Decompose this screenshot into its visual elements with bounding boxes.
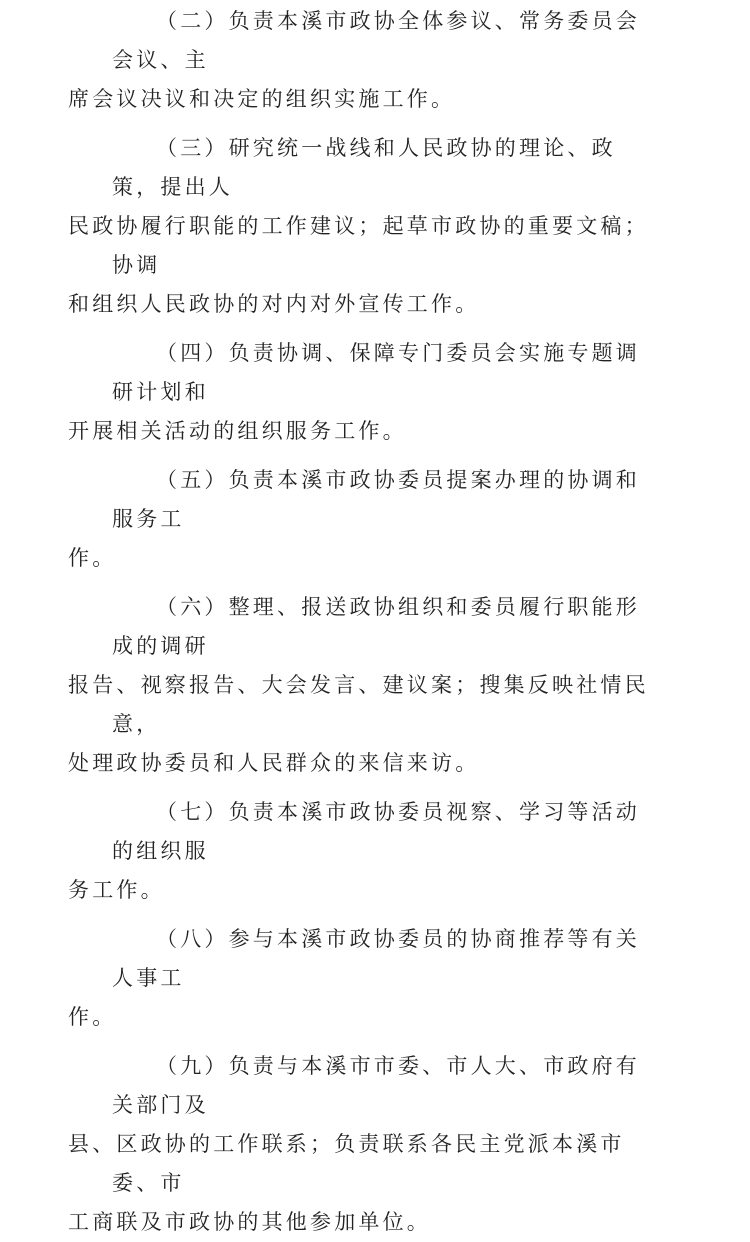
paragraph-3 [68,129,652,324]
text-line: （四）负责协调、保障专门委员会实施专题调研计划和 [112,341,640,404]
paragraph-9 [68,1047,652,1242]
text-line: 和组织人民政协的对内对外宣传工作。 [68,292,480,316]
paragraph-4 [68,334,652,451]
text-line: （五）负责本溪市政协委员提案办理的协调和服务工 [112,468,640,531]
text-line: 民政协履行职能的工作建议；起草市政协的重要文稿；协调 [68,214,649,277]
text-line: （八）参与本溪市政协委员的协商推荐等有关人事工 [112,927,640,990]
text-line: 报告、视察报告、大会发言、建议案；搜集反映社情民意， [68,673,649,736]
text-line: （二）负责本溪市政协全体参议、常务委员会会议、主 [112,9,640,72]
text-line: （七）负责本溪市政协委员视察、学习等活动的组织服 [112,800,640,863]
text-line: 务工作。 [68,878,165,902]
text-line: 开展相关活动的组织服务工作。 [68,419,407,443]
paragraph-2 [68,2,652,119]
text-line: （六）整理、报送政协组织和委员履行职能形成的调研 [112,595,640,658]
text-line: 作。 [68,546,117,570]
paragraph-8 [68,920,652,1037]
paragraph-6 [68,588,652,783]
text-line: （九）负责与本溪市市委、市人大、市政府有关部门及 [112,1054,640,1117]
paragraph-5 [68,461,652,578]
document-body [68,2,652,1242]
text-line: 县、区政协的工作联系；负责联系各民主党派本溪市委、市 [68,1132,625,1195]
paragraph-7 [68,793,652,910]
text-line: 作。 [68,1005,117,1029]
text-line: 席会议决议和决定的组织实施工作。 [68,87,456,111]
text-line: （三）研究统一战线和人民政协的理论、政策，提出人 [112,136,616,199]
text-line: 处理政协委员和人民群众的来信来访。 [68,751,480,775]
text-line: 工商联及市政协的其他参加单位。 [68,1210,431,1234]
